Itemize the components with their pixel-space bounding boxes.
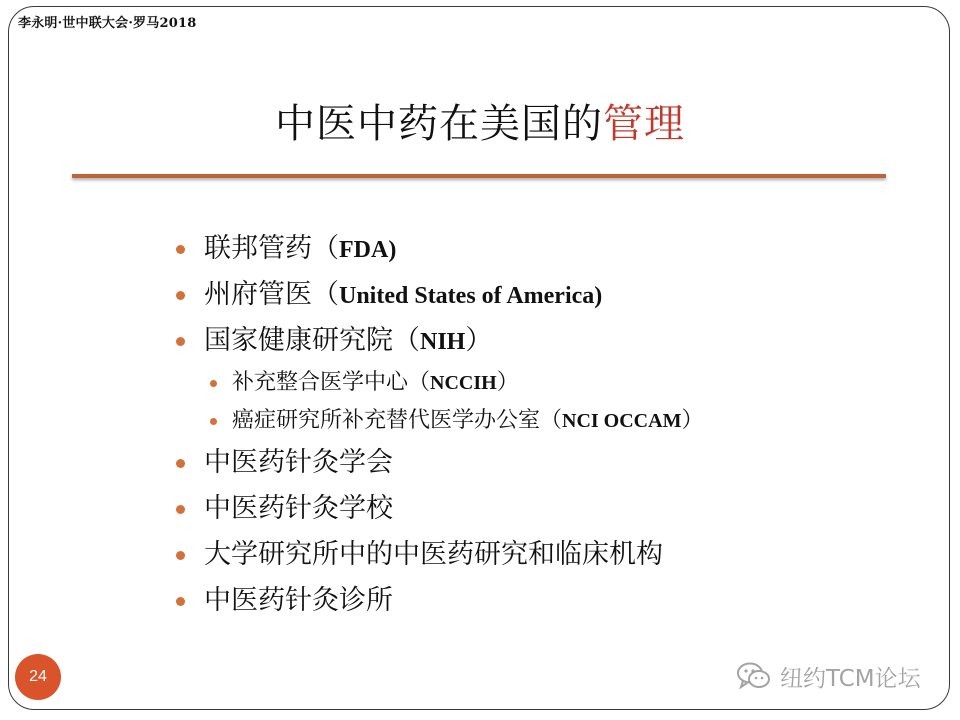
- bullet-dot: [176, 459, 185, 468]
- bullet-dot: [176, 291, 185, 300]
- bullet-clinics: [170, 578, 910, 624]
- subbullet-text-en: NCI OCCAM: [562, 410, 682, 432]
- bullet-dot: [176, 505, 185, 514]
- bullet-text: 国家健康研究院（: [204, 325, 420, 356]
- bullet-list: [170, 226, 910, 624]
- subbullet-nccih: [170, 364, 910, 402]
- bullet-societies: [170, 440, 910, 486]
- bullet-dot: [176, 597, 185, 606]
- bullet-dot: [176, 337, 185, 346]
- bullet-text-en: United States of America): [339, 283, 603, 309]
- bullet-schools: [170, 486, 910, 532]
- bullet-nih: [170, 318, 910, 364]
- watermark-text: 纽约TCM论坛: [780, 665, 921, 692]
- watermark: [736, 656, 921, 696]
- bullet-states: [170, 272, 910, 318]
- slide-title-main: 中医中药在美国的: [275, 101, 603, 147]
- bullet-fda: [170, 226, 910, 272]
- bullet-text: 大学研究所中的中医药研究和临床机构: [204, 539, 663, 570]
- bullet-text: 中医药针灸诊所: [204, 585, 393, 616]
- subbullet-nci-occam: [170, 402, 910, 440]
- subbullet-text-close: ）: [681, 408, 704, 433]
- header-note: 李永明·世中联大会·罗马2018: [18, 16, 197, 31]
- bullet-text-en: NIH: [420, 329, 466, 355]
- slide-title-accent: 管理: [603, 101, 685, 147]
- bullet-dot: [176, 245, 185, 254]
- bullet-dot: [176, 551, 185, 560]
- bullet-research: [170, 532, 910, 578]
- bullet-text: 中医药针灸学校: [204, 493, 393, 524]
- subbullet-text-en: NCCIH: [430, 372, 497, 394]
- subbullet-text: 癌症研究所补充替代医学办公室（: [232, 408, 563, 433]
- subbullet-text-close: ）: [496, 370, 519, 395]
- subbullet-text: 补充整合医学中心（: [232, 370, 431, 395]
- bullet-text-en: FDA): [339, 237, 397, 263]
- page-number-badge: 24: [15, 654, 61, 700]
- title-divider: [72, 174, 886, 178]
- wechat-icon: [736, 661, 772, 691]
- subbullet-dot: [210, 418, 217, 425]
- subbullet-dot: [210, 380, 217, 387]
- bullet-text: 中医药针灸学会: [204, 447, 393, 478]
- bullet-text: 州府管医（: [204, 279, 339, 310]
- slide-title: [0, 92, 960, 149]
- bullet-text-close: ）: [465, 325, 493, 356]
- bullet-text: 联邦管药（: [204, 233, 339, 264]
